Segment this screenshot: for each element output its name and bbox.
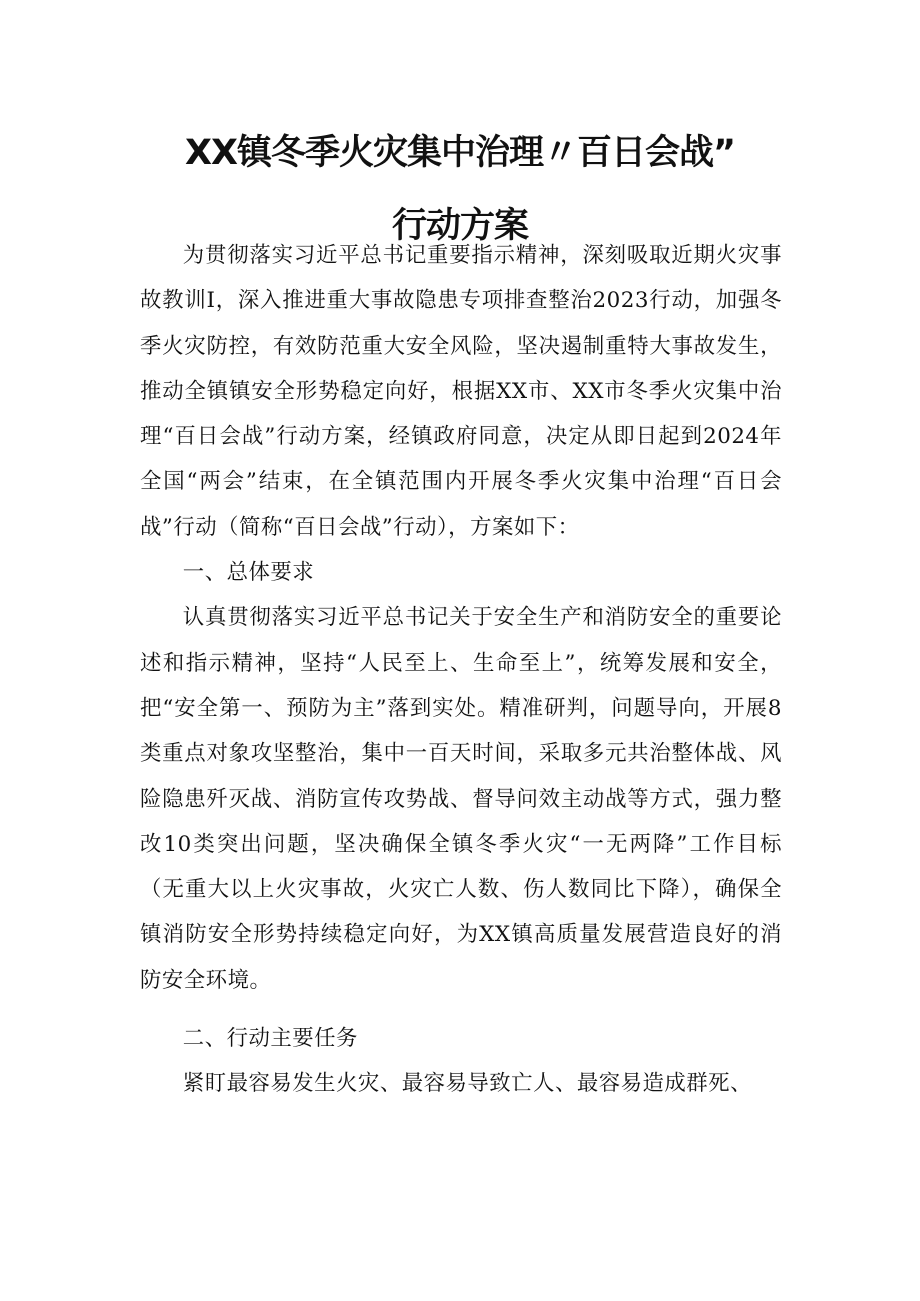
paragraph-spacer (140, 1003, 782, 1016)
section-heading-general-requirements: 一、总体要求 (182, 560, 315, 586)
intro-paragraph: 为贯彻落实习近平总书记重要指示精神，深刻吸取近期火灾事故教训I，深入推进重大事故隐患专项排查整治2023行动，加强冬季火灾防控，有效防范重大安全风险，坚决遏制重特大事故发生，推动全镇镇安全形势稳定向好，根据XX市、XX市冬季火灾集中治理“百日会战”行动方案，经镇政府同意，决定从即日起到2024年全国“两会”结束，在全镇范围内开展冬季火灾集中治理“百日会战”行动（简称“百日会战”行动），方案如下： (140, 243, 782, 540)
section-paragraph-general-requirements: 认真贯彻落实习近平总书记关于安全生产和消防安全的重要论述和指示精神，坚持“人民至上、生命至上”，统筹发展和安全，把“安全第一、预防为主”落到实处。精准研判，问题导向，开展8类重点对象攻坚整治，集中一百天时间，采取多元共治整体战、风险隐患歼灭战、消防宣传攻势战、督导问效主动战等方式，强力整改10类突出问题，坚决确保全镇冬季火灾“一无两降”工作目标（无重大以上火灾事故，火灾亡人数、伤人数同比下降），确保全镇消防安全形势持续稳定向好，为XX镇高质量发展营造良好的消防安全环境。 (140, 605, 782, 993)
section-heading-main-tasks: 二、行动主要任务 (182, 1026, 358, 1052)
document-title-line2: 行动方案 (391, 206, 528, 246)
section-paragraph-main-tasks: 紧盯最容易发生火灾、最容易导致亡人、最容易造成群死、 (182, 1071, 752, 1097)
document-body (140, 233, 782, 1107)
document-title-line1: XX镇冬季火灾集中治理〃百日会战” (185, 133, 735, 173)
